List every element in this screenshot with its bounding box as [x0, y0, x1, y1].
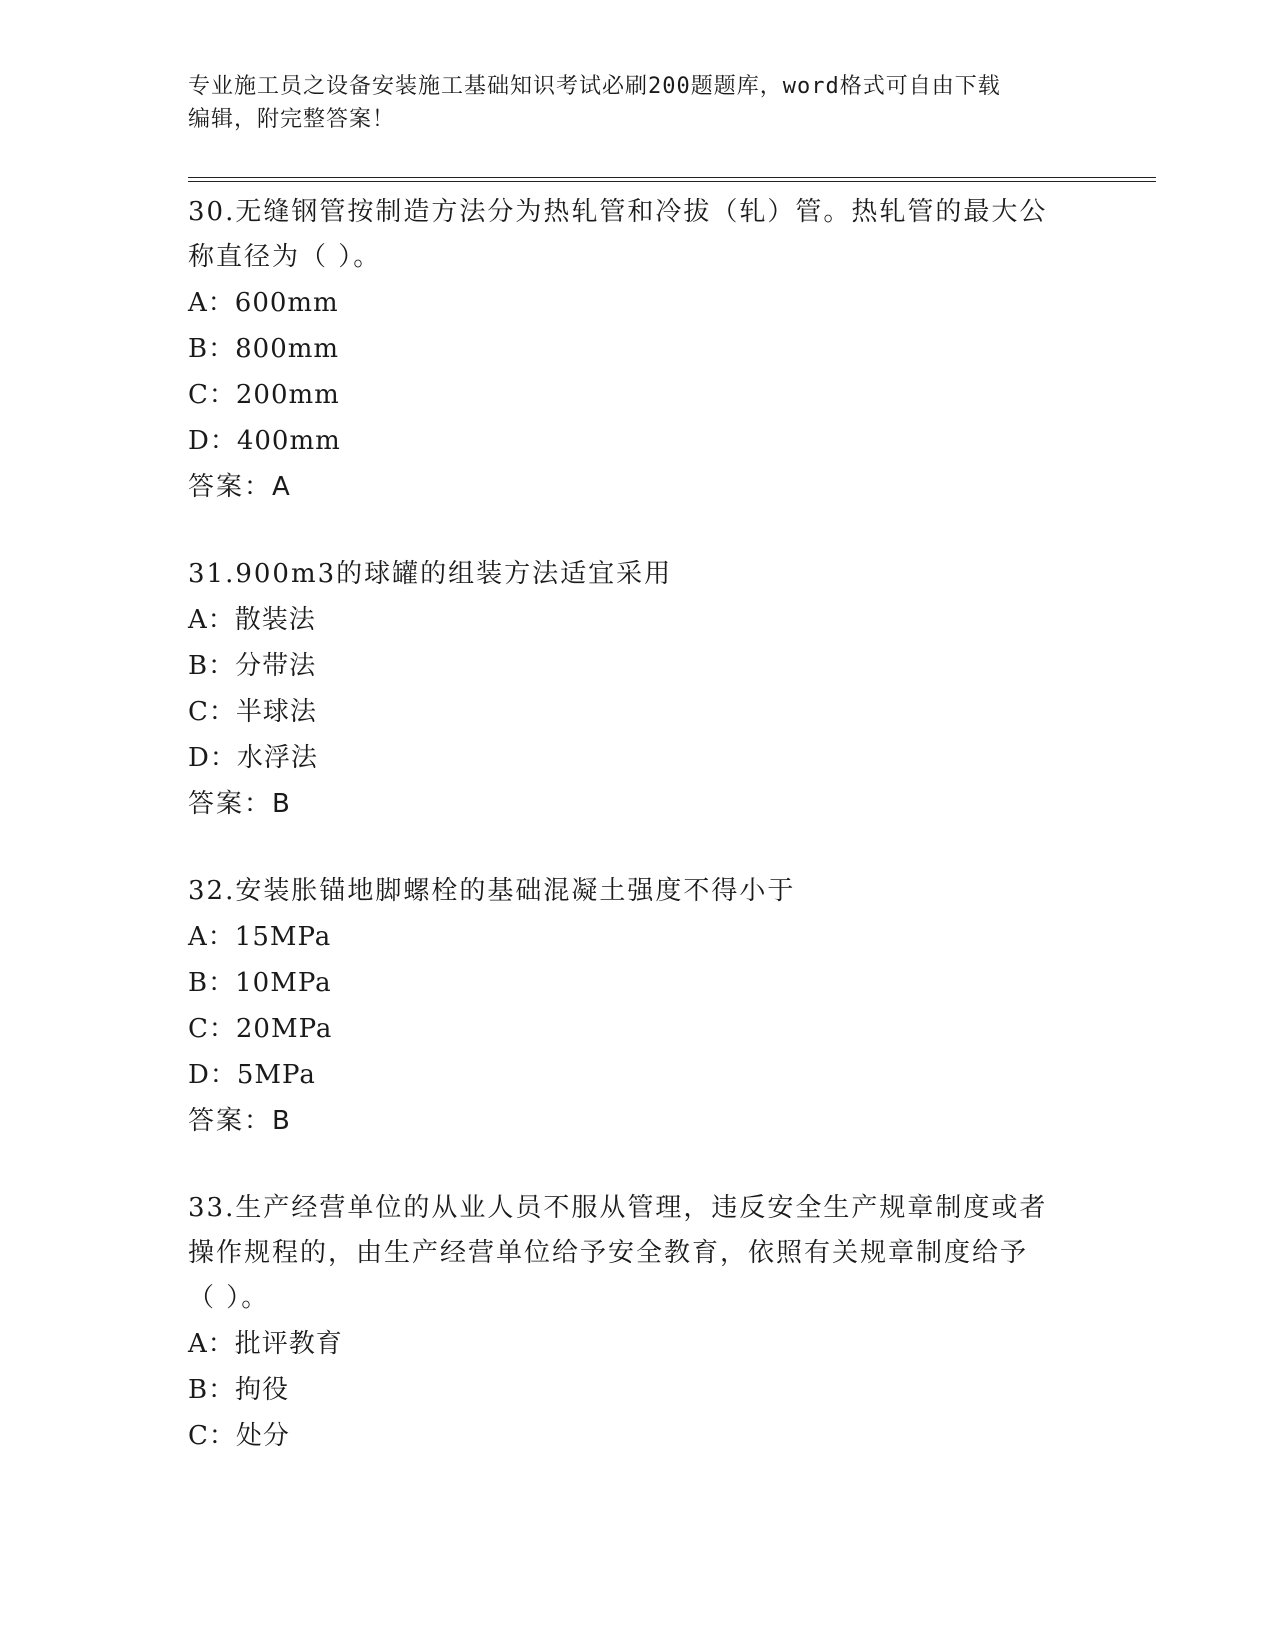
answer-label: 答案：B: [188, 1106, 292, 1136]
question-32: [188, 869, 1088, 1144]
header-divider-top: [188, 177, 1156, 178]
question-text-line: 称直径为（ ）。: [188, 242, 382, 272]
header-divider-bottom: [188, 181, 1156, 182]
question-31: [188, 552, 1088, 827]
question-list: [188, 190, 1088, 1501]
header-line-1: 专业施工员之设备安装施工基础知识考试必刷200题题库，word格式可自由下载: [188, 74, 1001, 99]
option-d: D：5MPa: [188, 1060, 316, 1090]
answer-label: 答案：A: [188, 472, 292, 502]
option-c: C：20MPa: [188, 1014, 333, 1044]
option-c: C：半球法: [188, 697, 317, 727]
question-text-line: （ ）。: [188, 1283, 270, 1313]
option-b: B：拘役: [188, 1375, 290, 1405]
option-a: A：批评教育: [188, 1329, 343, 1359]
option-d: D：400mm: [188, 426, 341, 456]
option-b: B：800mm: [188, 334, 340, 364]
question-text: [188, 1186, 1088, 1321]
header-line-2: 编辑，附完整答案！: [188, 107, 396, 132]
question-text-line: 操作规程的，由生产经营单位给予安全教育，依照有关规章制度给予: [188, 1238, 1029, 1268]
option-b: B：10MPa: [188, 968, 332, 998]
option-d: D：水浮法: [188, 743, 318, 773]
question-30: [188, 190, 1088, 510]
question-text: [188, 869, 1088, 914]
question-text-line: 32.安装胀锚地脚螺栓的基础混凝土强度不得小于: [188, 876, 796, 906]
question-text-line: 33.生产经营单位的从业人员不服从管理，违反安全生产规章制度或者: [188, 1193, 1048, 1223]
question-text: [188, 190, 1088, 280]
option-a: A：15MPa: [188, 922, 332, 952]
document-header: [188, 70, 1068, 136]
question-text-line: 31.900m3的球罐的组装方法适宜采用: [188, 559, 673, 589]
answer-label: 答案：B: [188, 789, 292, 819]
option-c: C：处分: [188, 1421, 290, 1451]
question-33: [188, 1186, 1088, 1459]
option-b: B：分带法: [188, 651, 317, 681]
option-a: A：散装法: [188, 605, 316, 635]
option-a: A：600mm: [188, 288, 339, 318]
option-c: C：200mm: [188, 380, 340, 410]
question-text: [188, 552, 1088, 597]
question-text-line: 30.无缝钢管按制造方法分为热轧管和冷拔（轧）管。热轧管的最大公: [188, 197, 1048, 227]
